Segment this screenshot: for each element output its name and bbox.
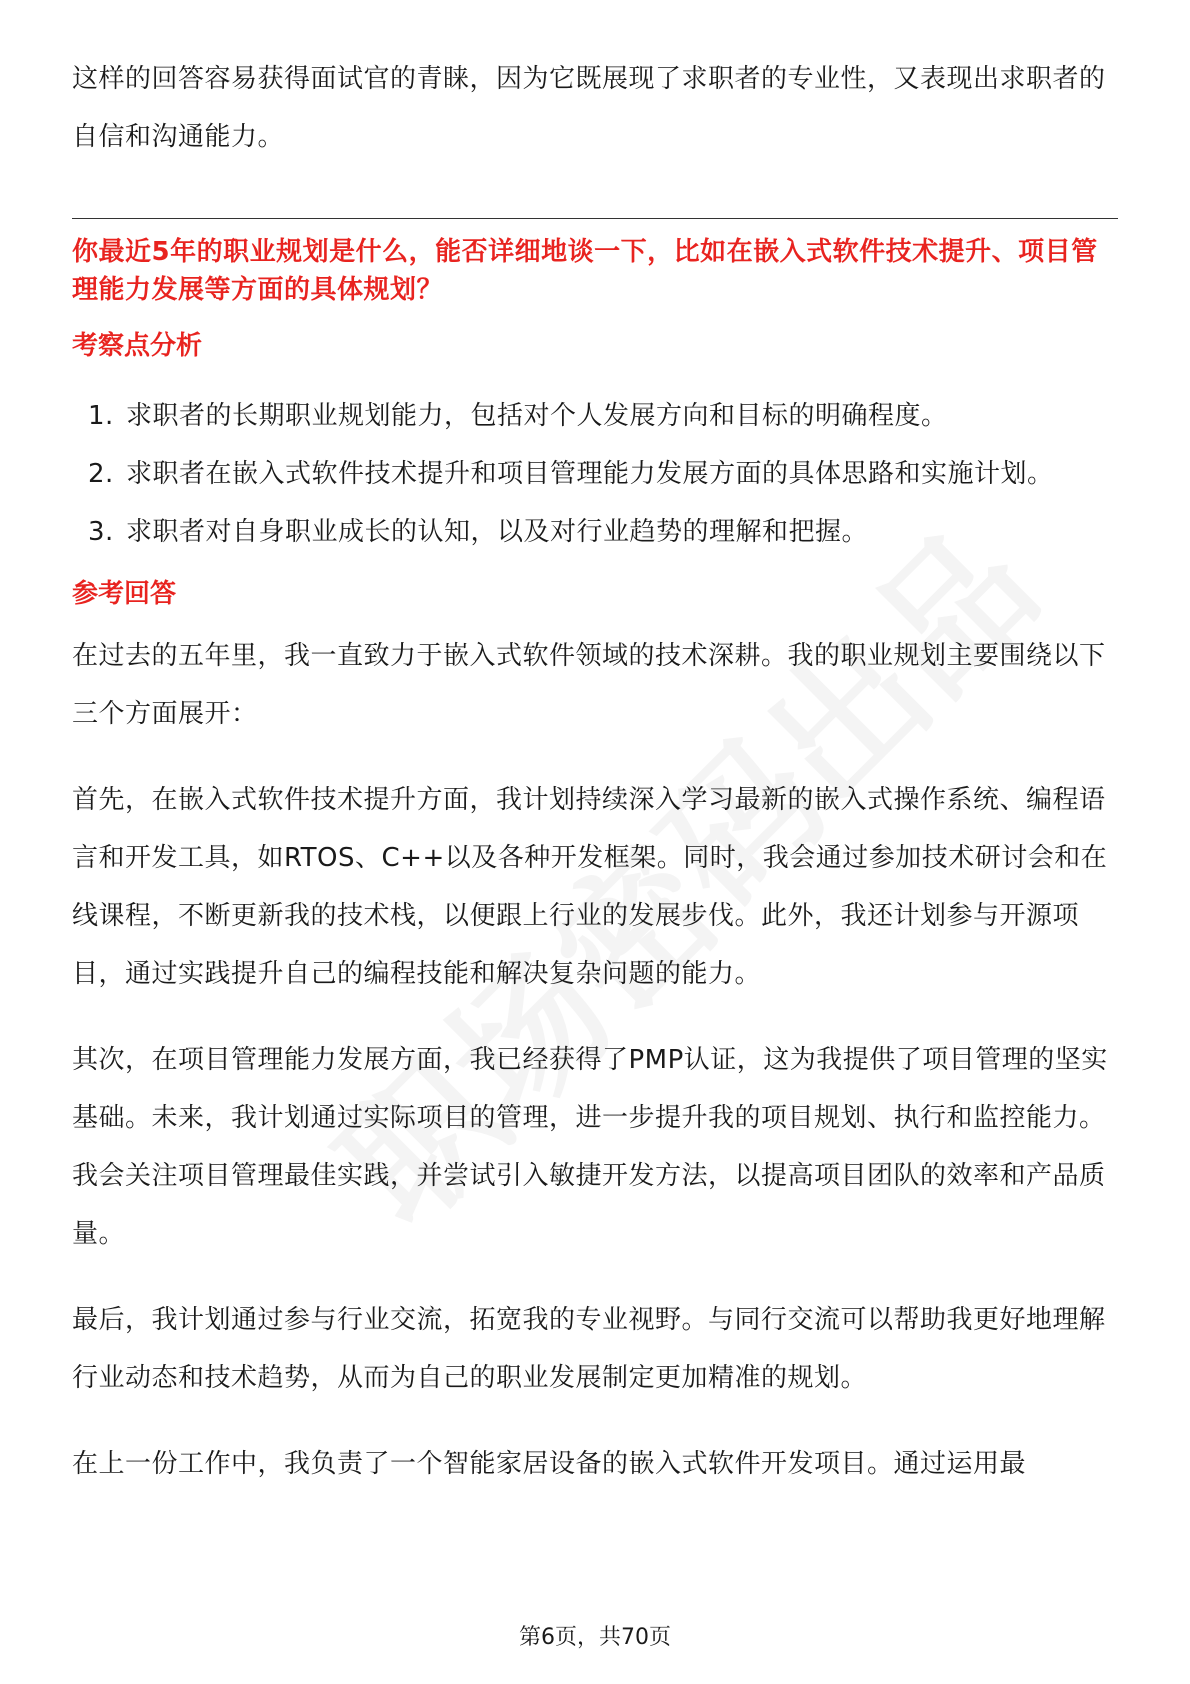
page-footer: 第6页，共70页 (519, 1625, 671, 1650)
question-heading: 你最近5年的职业规划是什么，能否详细地谈一下，比如在嵌入式软件技术提升、项目管理能力发展等方面的具体规划？ (72, 237, 1098, 305)
analysis-heading: 考察点分析 (72, 331, 203, 361)
answer-paragraph: 最后，我计划通过参与行业交流，拓宽我的专业视野。与同行交流可以帮助我更好地理解行业动态和技术趋势，从而为自己的职业发展制定更加精准的规划。 (72, 1305, 1106, 1393)
point-text: 求职者在嵌入式软件技术提升和项目管理能力发展方面的具体思路和实施计划。 (126, 459, 1054, 489)
section-divider (72, 218, 1118, 219)
analysis-point (72, 387, 1118, 445)
document-page (72, 50, 1118, 1493)
intro-paragraph: 这样的回答容易获得面试官的青睐，因为它既展现了求职者的专业性，又表现出求职者的自信和沟通能力。 (72, 64, 1106, 152)
point-number: 3. (88, 517, 114, 547)
point-text: 求职者对自身职业成长的认知，以及对行业趋势的理解和把握。 (126, 517, 869, 547)
point-number: 1. (88, 401, 114, 431)
point-text: 求职者的长期职业规划能力，包括对个人发展方向和目标的明确程度。 (126, 401, 948, 431)
answer-paragraph: 在上一份工作中，我负责了一个智能家居设备的嵌入式软件开发项目。通过运用最 (72, 1449, 1027, 1479)
answer-paragraph: 其次，在项目管理能力发展方面，我已经获得了PMP认证，这为我提供了项目管理的坚实基础。未来，我计划通过实际项目的管理，进一步提升我的项目规划、执行和监控能力。我会关注项目管理最佳实践，并尝试引入敏捷开发方法，以提高项目团队的效率和产品质量。 (72, 1045, 1108, 1249)
point-number: 2. (88, 459, 114, 489)
analysis-list (72, 387, 1118, 561)
analysis-point (72, 503, 1118, 561)
answer-heading: 参考回答 (72, 579, 177, 609)
analysis-point (72, 445, 1118, 503)
answer-paragraph: 在过去的五年里，我一直致力于嵌入式软件领域的技术深耕。我的职业规划主要围绕以下三个方面展开： (72, 641, 1106, 729)
answer-paragraph: 首先，在嵌入式软件技术提升方面，我计划持续深入学习最新的嵌入式操作系统、编程语言和开发工具，如RTOS、C++以及各种开发框架。同时，我会通过参加技术研讨会和在线课程，不断更新我的技术栈，以便跟上行业的发展步伐。此外，我还计划参与开源项目，通过实践提升自己的编程技能和解决复杂问题的能力。 (72, 785, 1108, 989)
